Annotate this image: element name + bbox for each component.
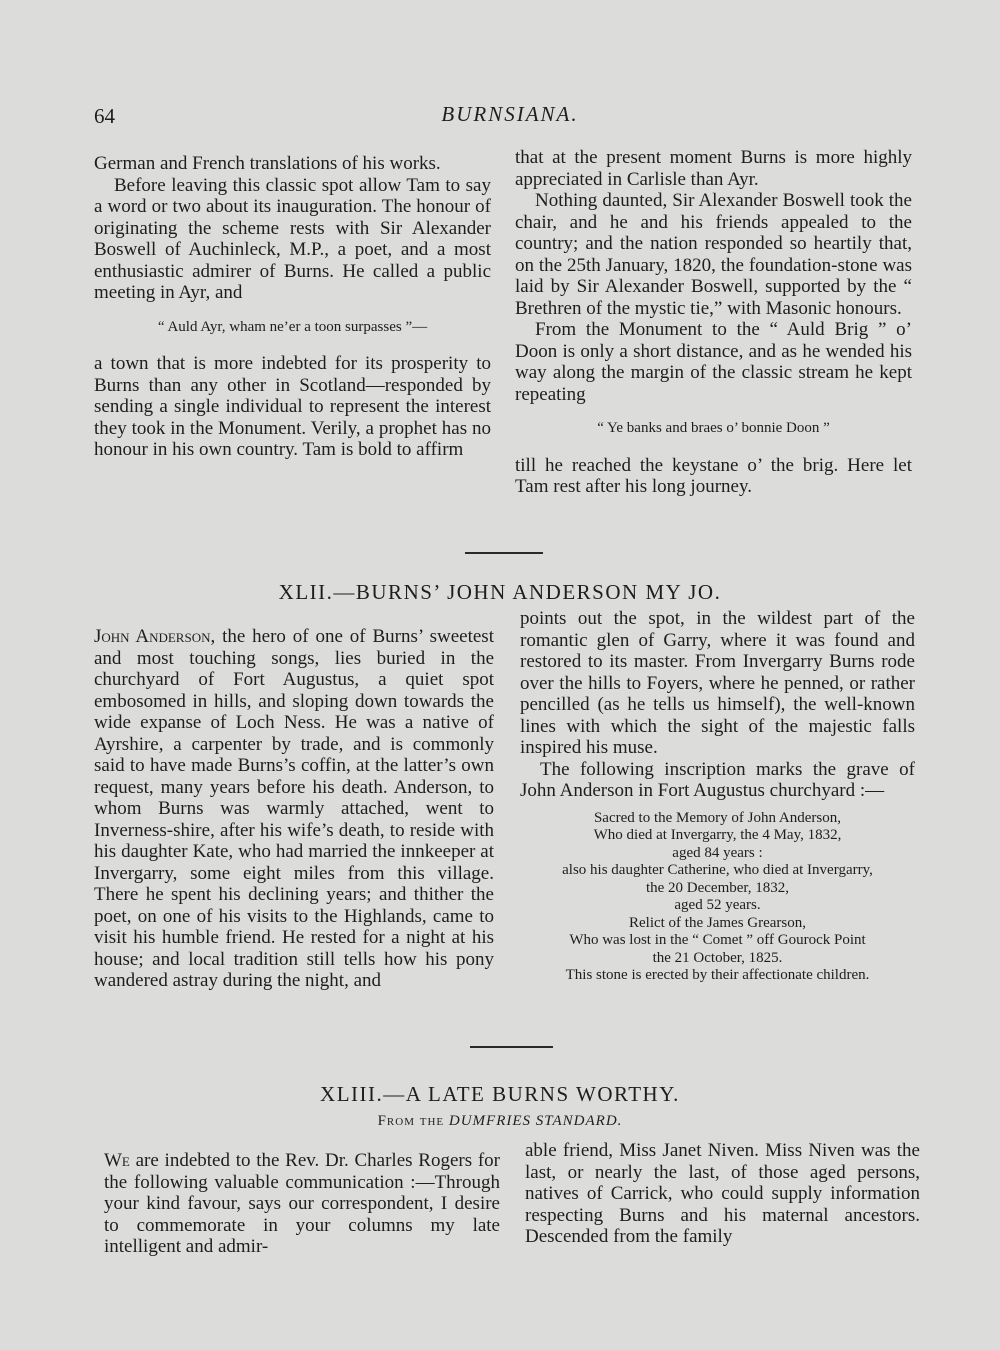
inscription-line: Sacred to the Memory of John Anderson, [593, 809, 842, 826]
gravestone-inscription [520, 810, 915, 985]
running-title: BURNSIANA. [441, 102, 579, 126]
section-heading: XLII.—BURNS’ JOHN ANDERSON MY JO. [278, 580, 722, 604]
page-number: 64 [94, 104, 115, 128]
section-divider [465, 552, 543, 554]
top-left-column [94, 153, 491, 461]
inscription-line: Who was lost in the “ Comet ” off Gourock Point [569, 932, 866, 948]
paragraph: able friend, Miss Janet Niven. Miss Niven was the last, or nearly the last, of those aged persons, natives of Carrick, who could supply information respecting Burns and his maternal ancestors. Descended from the family [525, 1140, 920, 1247]
inscription-line: the 21 October, 1825. [652, 949, 783, 966]
paragraph: points out the spot, in the wildest part of the romantic glen of Garry, where it was found and restored to its master. From Invergarry Burns rode over the hills to Foyers, where he penned, or rather pencilled (as he tells us himself), the well-known lines with which the sight of the majestic falls inspired his muse. [520, 608, 915, 758]
top-right-column [515, 147, 912, 498]
section-heading: XLIII.—A LATE BURNS WORTHY. [320, 1082, 680, 1106]
lead-words: John Anderson, [94, 626, 216, 647]
inscription-line: aged 84 years : [672, 844, 763, 861]
paragraph: a town that is more indebted for its prosperity to Burns than any other in Scotland—responded by sending a single individual to represent the interest they took in the Monument. Verily, a prophet has no honour in his own country. Tam is bold to affirm [94, 353, 491, 460]
section-divider [470, 1046, 553, 1048]
inscription-line: the 20 December, 1832, [645, 879, 790, 896]
verse-quote: “ Ye banks and braes o’ bonnie Doon ” [597, 420, 830, 436]
inscription-line: aged 52 years. [674, 897, 761, 913]
inscription-line: Relict of the James Grearson, [628, 914, 807, 931]
inscription-line: also his daughter Catherine, who died at Invergarry, [562, 862, 873, 878]
paragraph: From the Monument to the “ Auld Brig ” o’ Doon is only a short distance, and as he wended his way along the margin of the classic stream he kept repeating [515, 319, 912, 405]
paragraph: are indebted to the Rev. Dr. Charles Rogers for the following valuable communication :—Through your kind favour, says our correspondent, I desire to commemorate in your columns my late intelligent and admir- [104, 1150, 500, 1257]
xliii-right-column [525, 1140, 920, 1248]
verse-quote: “ Auld Ayr, wham ne’er a toon surpasses ”— [157, 318, 428, 335]
inscription-line: This stone is erected by their affectionate children. [565, 967, 870, 983]
paragraph: German and French translations of his works. [94, 153, 441, 174]
xlii-left-column [94, 626, 494, 992]
inscription-line: Who died at Invergarry, the 4 May, 1832, [593, 827, 842, 843]
xlii-right-column [520, 608, 915, 985]
paragraph: that at the present moment Burns is more highly appreciated in Carlisle than Ayr. [515, 147, 912, 190]
paragraph: The following inscription marks the grave of John Anderson in Fort Augustus churchyard :— [520, 758, 915, 801]
paragraph: till he reached the keystane o’ the brig. Here let Tam rest after his long journey. [515, 454, 912, 497]
paragraph: Nothing daunted, Sir Alexander Boswell took the chair, and he and his friends appealed to the country; and the nation responded so heartily that, on the 25th January, 1820, the foundation-stone was laid by Sir Alexander Boswell, supported by the “ Brethren of the mystic tie,” with Masonic honours. [515, 190, 912, 319]
subheading-from: From the [377, 1113, 445, 1129]
lead-words: We [104, 1150, 130, 1171]
paragraph: Before leaving this classic spot allow Tam to say a word or two about its inauguration. The honour of originating the scheme rests with Sir Alexander Boswell of Auchinleck, M.P., a poet, and a most enthusiastic admirer of Burns. He called a public meeting in Ayr, and [94, 174, 491, 303]
section-subheading [0, 1113, 1000, 1130]
paragraph: the hero of one of Burns’ sweetest and most touching songs, lies buried in the churchyard of Fort Augustus, a quiet spot embosomed in hills, and sloping down towards the wide expanse of Loch Ness. He was a native of Ayrshire, a carpenter by trade, and is commonly said to have made Burns’s coffin, at the latter’s own request, many years before his death. Anderson, to whom Burns was warmly attached, went to Inverness-shire, after his wife’s death, to reside with his daughter Kate, who had married the innkeeper at Invergarry, some eight miles from this village. There he spent his declining years; and thither the poet, on one of his visits to the Highlands, came to visit his humble friend. He rested for a night at his house; and local tradition still tells how his pony wandered astray during the night, and [94, 626, 494, 991]
subheading-source: DUMFRIES STANDARD. [448, 1113, 623, 1129]
xliii-left-column [104, 1150, 500, 1258]
